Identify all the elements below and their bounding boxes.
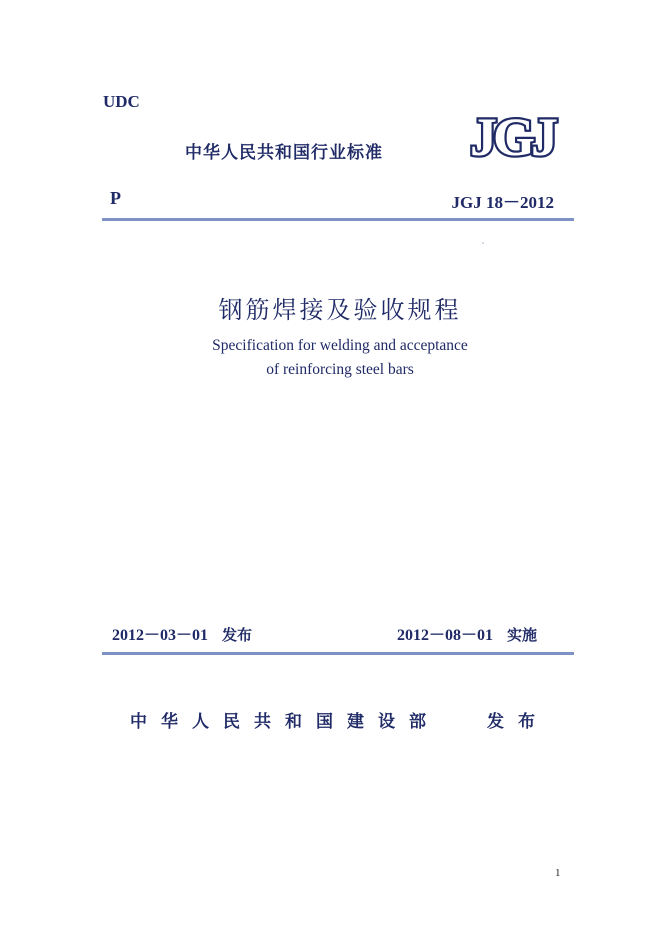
jgj-logo [462, 107, 562, 163]
document-title-chinese: 钢筋焊接及验收规程 [218, 296, 462, 324]
document-title-english-line1: Specification for welding and acceptance [212, 337, 468, 354]
publisher-label: 发布 [487, 712, 549, 732]
top-divider [102, 218, 574, 221]
issue-label: 发布 [222, 626, 253, 644]
logo-text: JGJ [469, 107, 555, 163]
udc-label: UDC [103, 92, 140, 111]
document-title-english-line2: of reinforcing steel bars [266, 361, 414, 378]
issue-date: 2012－03－01 [112, 627, 209, 644]
speck [482, 242, 484, 244]
effective-date: 2012－08－01 [397, 627, 494, 644]
publisher-name: 中华人民共和国建设部 [130, 712, 440, 732]
bottom-divider [102, 652, 574, 655]
effective-label: 实施 [507, 626, 538, 644]
classification-code: P [110, 188, 121, 208]
standard-category: 中华人民共和国行业标准 [185, 143, 383, 163]
page-number: 1 [555, 867, 561, 879]
effective-date-block [397, 622, 537, 645]
standard-number: JGJ 18－2012 [451, 193, 554, 212]
issue-date-block [112, 622, 252, 645]
